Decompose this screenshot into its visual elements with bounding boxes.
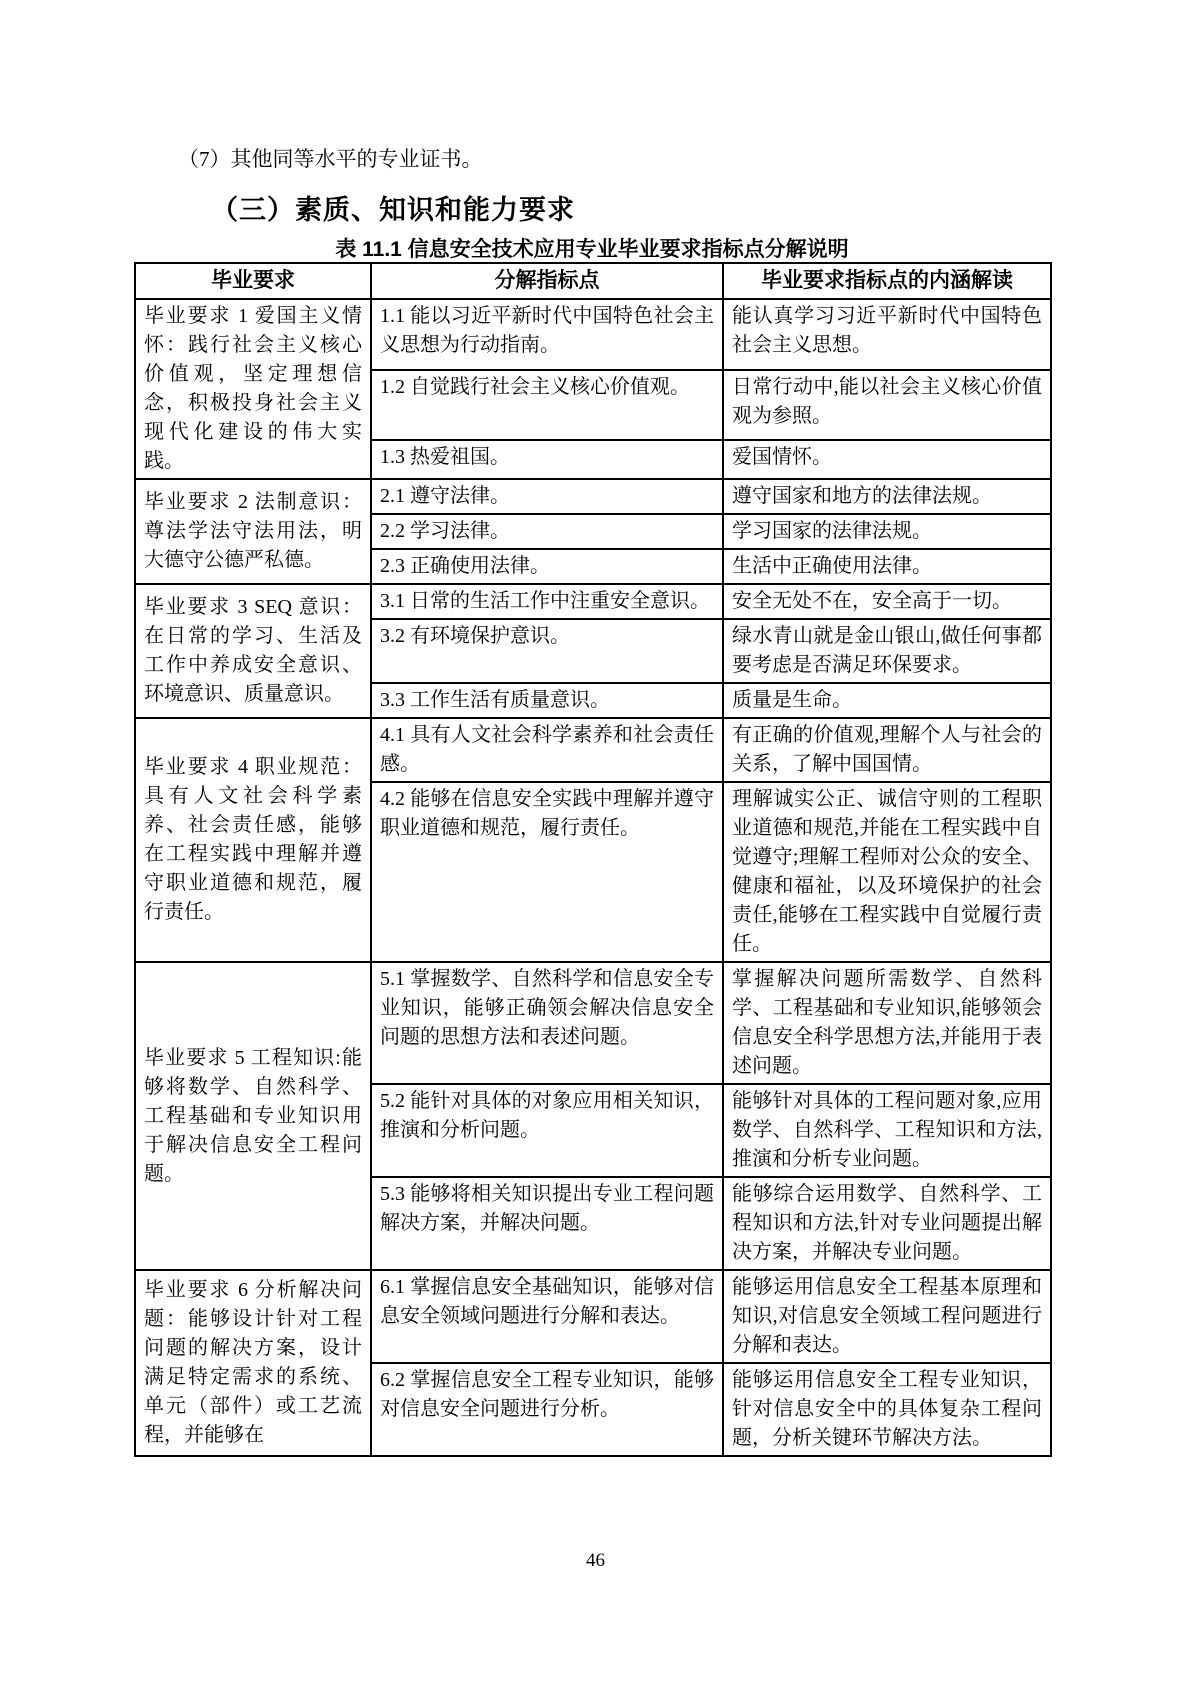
requirement-cell: 毕业要求 1 爱国主义情怀：践行社会主义核心价值观，坚定理想信念，积极投身社会主义现代化建设的伟大实践。 [135,299,371,479]
requirement-cell: 毕业要求 3 SEQ 意识：在日常的学习、生活及工作中养成安全意识、环境意识、质量意识。 [135,584,371,718]
table-header-row [135,263,1051,299]
column-header-indicator: 分解指标点 [371,263,723,299]
table-row [135,479,1051,514]
interpretation-cell: 质量是生命。 [723,683,1051,718]
indicator-cell: 1.3 热爱祖国。 [371,440,723,479]
interpretation-cell: 绿水青山就是金山银山,做任何事都要考虑是否满足环保要求。 [723,619,1051,683]
interpretation-cell: 遵守国家和地方的法律法规。 [723,479,1051,514]
indicator-cell: 5.3 能够将相关知识提出专业工程问题解决方案，并解决问题。 [371,1177,723,1270]
indicator-cell: 4.2 能够在信息安全实践中理解并遵守职业道德和规范，履行责任。 [371,782,723,962]
interpretation-cell: 有正确的价值观,理解个人与社会的关系，了解中国国情。 [723,718,1051,782]
interpretation-cell: 能够针对具体的工程问题对象,应用数学、自然科学、工程知识和方法,推演和分析专业问题。 [723,1084,1051,1177]
indicator-cell: 2.2 学习法律。 [371,514,723,549]
interpretation-cell: 能够运用信息安全工程专业知识，针对信息安全中的具体复杂工程问题，分析关键环节解决方法。 [723,1363,1051,1456]
indicator-cell: 1.2 自觉践行社会主义核心价值观。 [371,370,723,441]
requirement-cell: 毕业要求 6 分析解决问题：能够设计针对工程问题的解决方案，设计满足特定需求的系统、单元（部件）或工艺流程，并能够在 [135,1270,371,1456]
table-row [135,584,1051,619]
indicator-cell: 6.2 掌握信息安全工程专业知识，能够对信息安全问题进行分析。 [371,1363,723,1456]
column-header-interpretation: 毕业要求指标点的内涵解读 [723,263,1051,299]
indicator-cell: 4.1 具有人文社会科学素养和社会责任感。 [371,718,723,782]
requirements-table [134,262,1052,1457]
table-row [135,962,1051,1084]
interpretation-cell: 学习国家的法律法规。 [723,514,1051,549]
indicator-cell: 5.1 掌握数学、自然科学和信息安全专业知识，能够正确领会解决信息安全问题的思想方法和表述问题。 [371,962,723,1084]
indicator-cell: 6.1 掌握信息安全基础知识，能够对信息安全领域问题进行分解和表达。 [371,1270,723,1363]
table-row [135,1270,1051,1363]
interpretation-cell: 能够运用信息安全工程基本原理和知识,对信息安全领域工程问题进行分解和表达。 [723,1270,1051,1363]
requirement-cell: 毕业要求 5 工程知识:能够将数学、自然科学、工程基础和专业知识用于解决信息安全工程问题。 [135,962,371,1270]
requirement-cell: 毕业要求 4 职业规范：具有人文社会科学素养、社会责任感，能够在工程实践中理解并遵守职业道德和规范，履行责任。 [135,718,371,962]
column-header-requirement: 毕业要求 [135,263,371,299]
indicator-cell: 5.2 能针对具体的对象应用相关知识，推演和分析问题。 [371,1084,723,1177]
indicator-cell: 3.2 有环境保护意识。 [371,619,723,683]
table-row [135,718,1051,782]
requirement-cell: 毕业要求 2 法制意识：尊法学法守法用法，明大德守公德严私德。 [135,479,371,584]
indicator-cell: 3.1 日常的生活工作中注重安全意识。 [371,584,723,619]
interpretation-cell: 安全无处不在，安全高于一切。 [723,584,1051,619]
interpretation-cell: 生活中正确使用法律。 [723,549,1051,584]
paragraph-certificate-item: （7）其他同等水平的专业证书。 [178,147,483,171]
indicator-cell: 3.3 工作生活有质量意识。 [371,683,723,718]
indicator-cell: 2.1 遵守法律。 [371,479,723,514]
table-caption: 表 11.1 信息安全技术应用专业毕业要求指标点分解说明 [335,238,849,261]
page-number: 46 [586,1550,605,1571]
indicator-cell: 1.1 能以习近平新时代中国特色社会主义思想为行动指南。 [371,299,723,370]
interpretation-cell: 爱国情怀。 [723,440,1051,479]
indicator-cell: 2.3 正确使用法律。 [371,549,723,584]
table-row [135,299,1051,370]
interpretation-cell: 能够综合运用数学、自然科学、工程知识和方法,针对专业问题提出解决方案，并解决专业问题。 [723,1177,1051,1270]
section-heading: （三）素质、知识和能力要求 [211,195,575,225]
interpretation-cell: 理解诚实公正、诚信守则的工程职业道德和规范,并能在工程实践中自觉遵守;理解工程师对公众的安全、健康和福祉，以及环境保护的社会责任,能够在工程实践中自觉履行责任。 [723,782,1051,962]
interpretation-cell: 掌握解决问题所需数学、自然科学、工程基础和专业知识,能够领会信息安全科学思想方法,并能用于表述问题。 [723,962,1051,1084]
interpretation-cell: 日常行动中,能以社会主义核心价值观为参照。 [723,370,1051,441]
interpretation-cell: 能认真学习习近平新时代中国特色社会主义思想。 [723,299,1051,370]
